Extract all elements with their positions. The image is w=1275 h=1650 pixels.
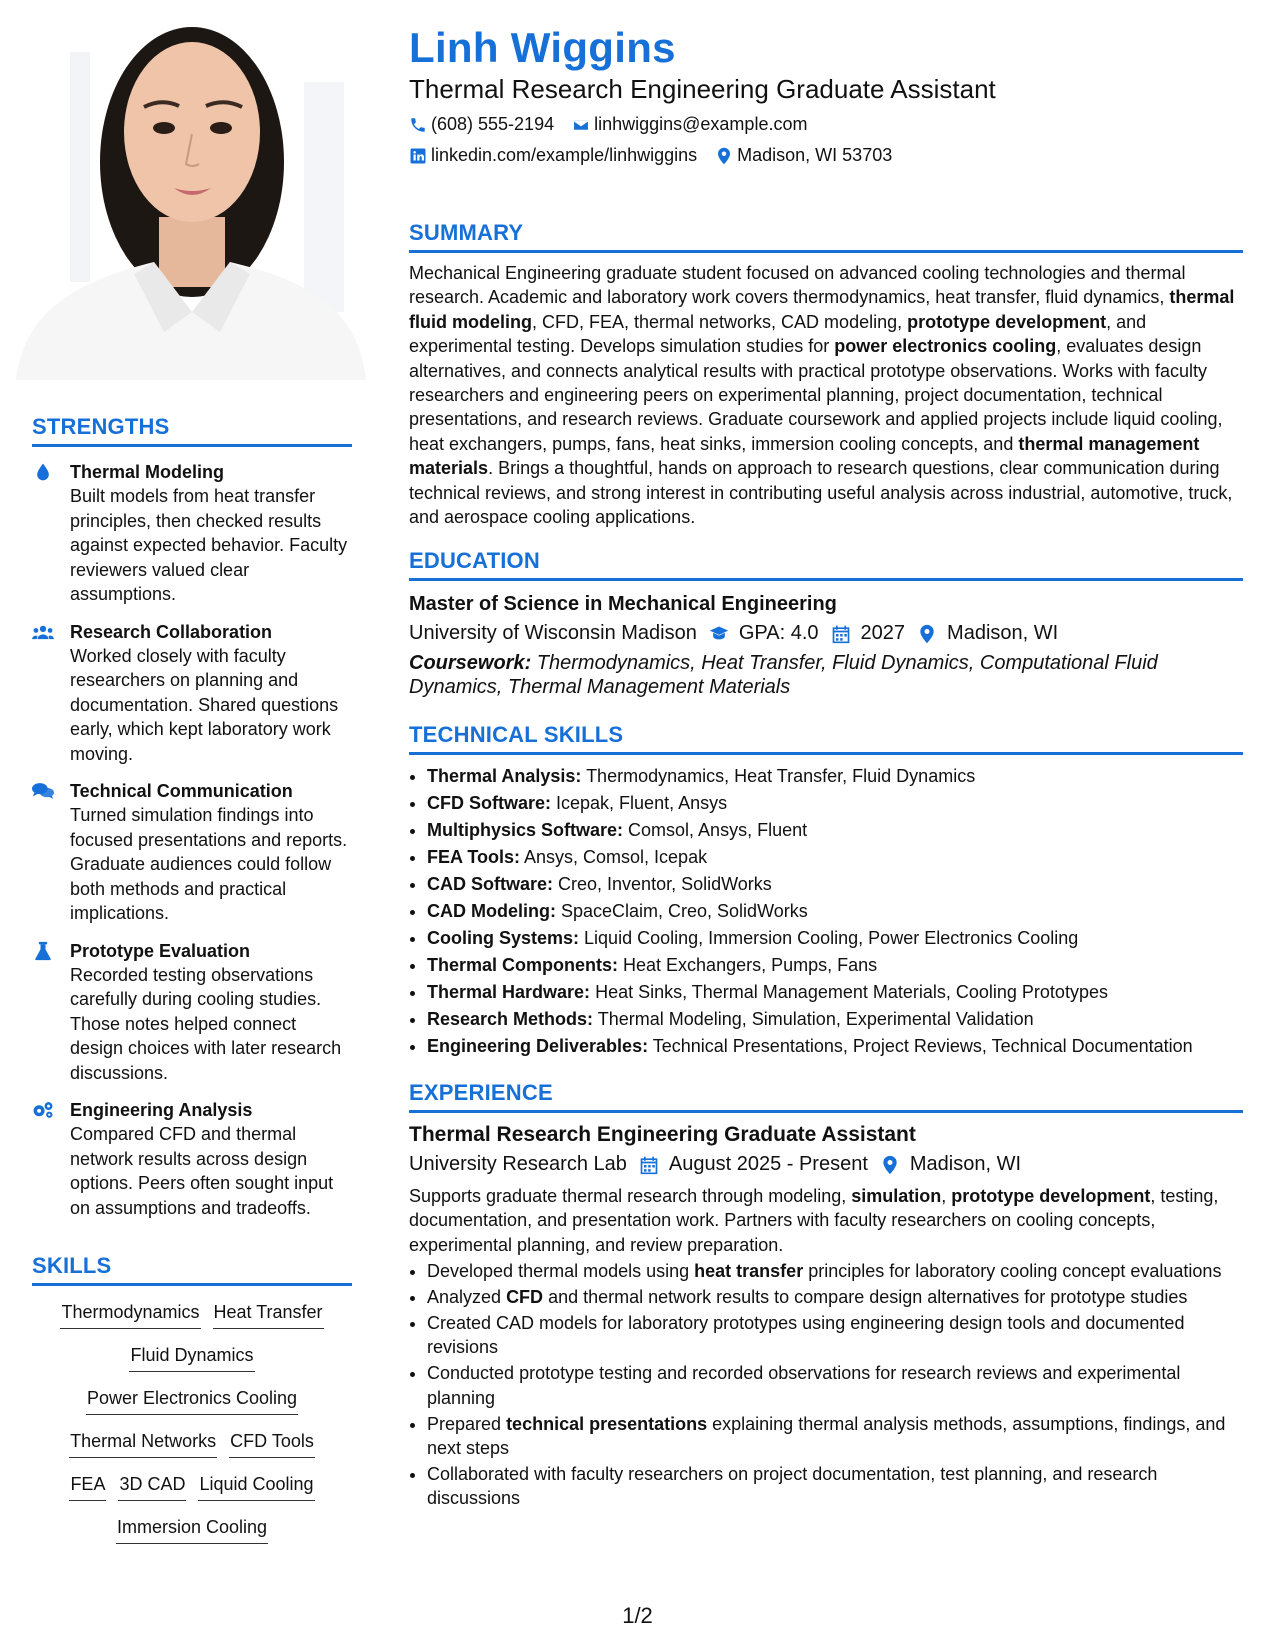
comments-icon [32, 779, 70, 926]
contact-row [409, 145, 910, 166]
strength-item [32, 460, 352, 607]
strength-description: Compared CFD and thermal network results across design options. Peers often sought input on assumptions and tradeoffs. [70, 1124, 334, 1218]
skill-chip: Liquid Cooling [198, 1472, 314, 1501]
skill-chip: Thermodynamics [60, 1300, 200, 1329]
linkedin-icon [409, 147, 427, 165]
list-item: • CAD Modeling: SpaceClaim, Creo, SolidWorks [427, 898, 1243, 925]
strength-title: Engineering Analysis [70, 1100, 253, 1120]
strength-description: Turned simulation findings into focused presentations and reports. Graduate audiences could follow both methods and practical implications. [70, 805, 348, 923]
education-location: Madison, WI [947, 622, 1059, 644]
cogs-icon [32, 1098, 70, 1220]
list-item: • CFD Software: Icepak, Fluent, Ansys [427, 790, 1243, 817]
profile-photo [14, 12, 368, 380]
technical-skills-list [409, 763, 1243, 1060]
linkedin-contact[interactable] [409, 145, 697, 166]
flask-icon [32, 939, 70, 1086]
strength-description: Recorded testing observations carefully during cooling studies. Those notes helped connect design choices with later research discussions. [70, 964, 342, 1083]
strength-title: Research Collaboration [70, 621, 273, 642]
water-drop-icon [32, 460, 70, 607]
education-meta [409, 622, 1243, 645]
skill-chip: Immersion Cooling [116, 1515, 268, 1544]
list-item: • Collaborated with faculty researchers on project documentation, test planning, and research discussions [427, 1462, 1243, 1511]
strength-description: Built models from heat transfer principles, then checked results against expected behavior. Faculty reviewers valued clear assumptions. [70, 486, 348, 604]
technical-skills-section [409, 722, 1243, 1060]
list-item: • Conducted prototype testing and recorded observations for research reviews and experimental planning [427, 1361, 1243, 1410]
list-item: • Developed thermal models using heat transfer principles for laboratory cooling concept evaluations [427, 1259, 1243, 1283]
coursework: Coursework: Thermodynamics, Heat Transfer, Fluid Dynamics, Computational Fluid Dynamics, Thermal Management Materials [409, 652, 1158, 698]
phone-contact[interactable] [409, 114, 554, 135]
page-number: 1/2 [622, 1603, 653, 1628]
skill-chip: Fluid Dynamics [129, 1343, 254, 1372]
strength-item [32, 1098, 352, 1220]
location-contact [715, 145, 892, 166]
phone-text: (608) 555-2194 [431, 114, 555, 134]
strength-item [32, 779, 352, 926]
summary-section [409, 220, 1243, 529]
envelope-icon [572, 116, 590, 134]
list-item: • Engineering Deliverables: Technical Presentations, Project Reviews, Technical Documentation [427, 1033, 1243, 1060]
candidate-name: Linh Wiggins [409, 24, 676, 71]
graduation-cap-icon [709, 624, 729, 644]
list-item: • Thermal Analysis: Thermodynamics, Heat Transfer, Fluid Dynamics [427, 763, 1243, 790]
email-contact[interactable] [572, 114, 807, 135]
education-section [409, 548, 1243, 699]
list-item: • Prepared technical presentations explaining thermal analysis methods, assumptions, findings, and next steps [427, 1412, 1243, 1461]
education-heading: EDUCATION [409, 548, 1243, 581]
school-name: University of Wisconsin Madison [409, 622, 697, 644]
summary-heading: SUMMARY [409, 220, 1243, 253]
candidate-headline: Thermal Research Engineering Graduate Assistant [409, 74, 996, 104]
calendar-icon [831, 624, 851, 644]
skills-heading: SKILLS [32, 1253, 352, 1286]
job-summary: Supports graduate thermal research through modeling, simulation, prototype development, testing, documentation, and presentation work. Partners with faculty researchers on cooling concepts, experimental planning, and review preparation. [409, 1186, 1219, 1255]
list-item: • Multiphysics Software: Comsol, Ansys, Fluent [427, 817, 1243, 844]
contact-row [409, 114, 825, 135]
list-item: • Research Methods: Thermal Modeling, Simulation, Experimental Validation [427, 1006, 1243, 1033]
strength-item [32, 620, 352, 767]
map-marker-icon [880, 1155, 900, 1175]
gpa: GPA: 4.0 [738, 622, 819, 644]
list-item: • Thermal Hardware: Heat Sinks, Thermal Management Materials, Cooling Prototypes [427, 979, 1243, 1006]
linkedin-text: linkedin.com/example/linhwiggins [431, 145, 698, 165]
job-meta [409, 1153, 1243, 1176]
job-dates: August 2025 - Present [668, 1153, 868, 1175]
experience-heading: EXPERIENCE [409, 1080, 1243, 1113]
users-icon [32, 620, 70, 767]
list-item: • CAD Software: Creo, Inventor, SolidWorks [427, 871, 1243, 898]
degree-title: Master of Science in Mechanical Engineering [409, 593, 837, 615]
strength-description: Worked closely with faculty researchers on planning and documentation. Shared questions early, which kept laboratory work moving. [70, 645, 339, 764]
skill-chip: FEA [69, 1472, 106, 1501]
list-item: • FEA Tools: Ansys, Comsol, Icepak [427, 844, 1243, 871]
list-item: • Analyzed CFD and thermal network results to compare design alternatives for prototype studies [427, 1285, 1243, 1309]
phone-icon [409, 116, 427, 134]
technical-skills-heading: TECHNICAL SKILLS [409, 722, 1243, 755]
summary-text: Mechanical Engineering graduate student focused on advanced cooling technologies and thermal research. Academic and laboratory work covers thermodynamics, heat transfer, fluid dynamics, thermal fluid modeling, CFD, FEA, thermal networks, CAD modeling, prototype development, and experimental testing. Develops simulation studies for power electronics cooling, evaluates design alternatives, and connects analytical results with practical prototype observations. Works with faculty researchers and engineering peers on experimental planning, project documentation, technical presentations, and research reviews. Graduate coursework and applied projects include liquid cooling, heat exchangers, pumps, fans, heat sinks, immersion cooling concepts, and thermal management materials. Brings a thoughtful, hands on approach to research questions, clear communication during technical reviews, and strong interest in contributing useful analysis across industrial, automotive, truck, and aerospace cooling applications. [409, 263, 1235, 528]
strength-title: Prototype Evaluation [70, 940, 251, 961]
list-item: • Thermal Components: Heat Exchangers, Pumps, Fans [427, 952, 1243, 979]
job-location: Madison, WI [909, 1153, 1022, 1175]
strengths-section [32, 414, 352, 1220]
email-text: linhwiggins@example.com [594, 114, 808, 134]
skill-chip: 3D CAD [118, 1472, 186, 1501]
skill-chip: Thermal Networks [69, 1429, 217, 1458]
skill-chip: CFD Tools [229, 1429, 315, 1458]
location-text: Madison, WI 53703 [737, 145, 893, 165]
strengths-heading: STRENGTHS [32, 414, 352, 447]
skill-chip: Power Electronics Cooling [86, 1386, 298, 1415]
map-marker-icon [917, 624, 937, 644]
graduation-year: 2027 [860, 622, 906, 644]
strength-title: Thermal Modeling [70, 462, 225, 482]
list-item: • Cooling Systems: Liquid Cooling, Immersion Cooling, Power Electronics Cooling [427, 925, 1243, 952]
experience-bullets [409, 1259, 1243, 1511]
skill-chips [32, 1300, 352, 1544]
map-marker-icon [715, 147, 733, 165]
job-title: Thermal Research Engineering Graduate Assistant [409, 1123, 916, 1146]
organization: University Research Lab [409, 1153, 627, 1175]
calendar-icon [639, 1155, 659, 1175]
strength-item [32, 939, 352, 1086]
strength-title: Technical Communication [70, 781, 293, 801]
skill-chip: Heat Transfer [213, 1300, 324, 1329]
skills-section [32, 1253, 352, 1558]
list-item: • Created CAD models for laboratory prototypes using engineering design tools and documented revisions [427, 1311, 1243, 1360]
experience-section [409, 1080, 1243, 1512]
